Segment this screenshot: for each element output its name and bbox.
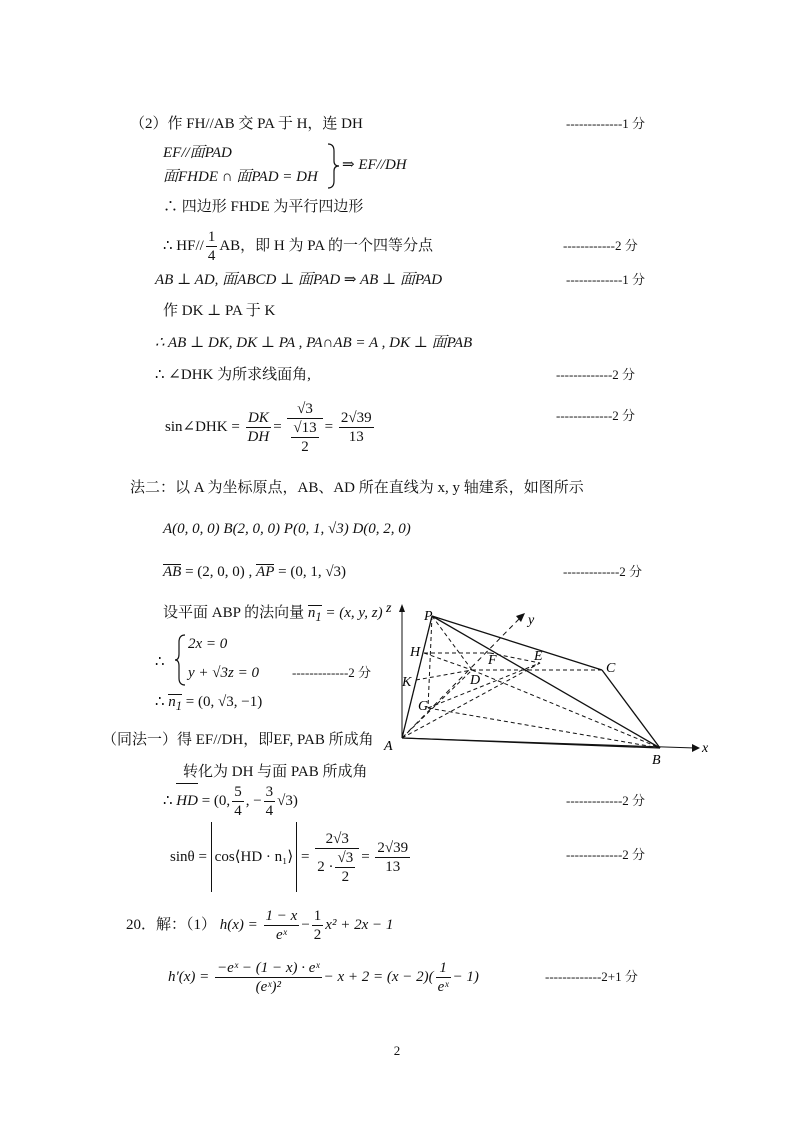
hd-vector (163, 781, 298, 821)
frac-den (315, 849, 359, 886)
frac-sqrt3 (287, 400, 322, 456)
frac-num: √3 (337, 849, 354, 866)
frac-den: DH (247, 429, 270, 446)
label-d: D (470, 673, 481, 688)
frac-result (339, 409, 374, 446)
frac-half (312, 907, 324, 944)
frac-num: 2√3 (315, 830, 359, 849)
frac-num: √3 (287, 400, 322, 419)
h-post: x² + 2x − 1 (325, 917, 394, 933)
frac-num: 1 (313, 908, 322, 925)
score-5: -------------1 分 (566, 272, 646, 287)
score-vec: -------------2 分 (563, 564, 643, 579)
frac-den: (eˣ)² (255, 979, 282, 996)
step-8: ∴ ∠DHK 为所求线面角, (155, 367, 311, 383)
label-g: G (418, 699, 429, 714)
vec-ab-val: = (2, 0, 0) , (185, 564, 253, 580)
sin-dhk: sin∠DHK = $\frac{DK}{DH}$ = $\frac{√3}{\frac{√13}{2}}$ = $\frac{2√39}{13}$ (165, 400, 372, 455)
frac-h1 (264, 907, 300, 944)
label-y: y (528, 613, 535, 628)
score-sin: -------------2 分 (556, 408, 636, 423)
score-8: -------------2 分 (556, 367, 636, 382)
same-method-1: （同法一）得 EF//DH，即EF, PAB 所成角 (102, 732, 374, 748)
therefore-sys: ∴ (155, 654, 165, 670)
frac-den: 4 (265, 803, 274, 820)
pyramid-figure (380, 598, 712, 770)
step-4-pre: ∴ HF// (163, 238, 204, 254)
score-4: ------------2 分 (563, 238, 638, 253)
frac-den: eˣ (275, 927, 287, 944)
brace-line-1: EF//面PAD (163, 145, 232, 161)
hd-val-a: = (0, (201, 793, 231, 809)
edge-pd (432, 616, 472, 670)
system-eq-2: y + √3z = 0 (188, 665, 259, 681)
edge-cb (602, 670, 660, 748)
score-1: -------------1 分 (566, 116, 646, 131)
frac-theta-2 (375, 839, 410, 876)
method2-intro: 法二：以 A 为坐标原点，AB、AD 所在直线为 x, y 轴建系，如图所示 (130, 480, 584, 496)
frac-den: 13 (348, 429, 364, 446)
frac-hp (215, 959, 322, 996)
q20-hprime (168, 955, 479, 999)
frac-num: √13 (293, 419, 317, 436)
score-sys: -------------2 分 (292, 665, 372, 680)
h-mid: − (301, 917, 310, 933)
step-4 (163, 226, 433, 266)
frac-num: 5 (234, 784, 242, 801)
step-7: ∴ AB ⊥ DK, DK ⊥ PA , PA∩AB = A , DK ⊥ 面PAB (155, 335, 473, 351)
hp-post: − 1) (452, 969, 479, 985)
step-1: （2）作 FH//AB 交 PA 于 H，连 DH (130, 116, 363, 132)
frac-den: 4 (234, 803, 242, 820)
frac-num: 3 (265, 784, 274, 801)
vec-n1: $n_1$ (308, 603, 322, 627)
hd-val-c: √3) (277, 793, 298, 809)
step-6: 作 DK ⊥ PA 于 K (163, 303, 276, 319)
vec-ap-val: = (0, 1, √3) (278, 564, 347, 580)
inner-frac (335, 849, 355, 886)
n1-pre: ∴ (155, 694, 165, 710)
q20-h (126, 905, 393, 945)
frac-num: 2√39 (340, 410, 372, 427)
normal-vector-def (163, 603, 383, 627)
sin-pre: sin∠DHK = (165, 419, 240, 435)
hd-pre: ∴ (163, 793, 173, 809)
h-pre: h(x) = (219, 917, 258, 933)
edge-pc (432, 616, 602, 670)
theta-pre: sinθ = (170, 849, 207, 865)
step-3: ∴ 四边形 FHDE 为平行四边形 (163, 199, 364, 215)
normal-pre: 设平面 ABP 的法向量 (163, 605, 305, 621)
label-b: B (652, 753, 661, 768)
sin-theta: sinθ = cos⟨HD · n₁⟩ = 2√3 2 · $\frac{√3}{2}$ = $\frac{2√39}{13}$ (170, 822, 412, 892)
step-5: AB ⊥ AD, 面ABCD ⊥ 面PAD ⇒ AB ⊥ 面PAD (155, 272, 443, 288)
frac-num: 1 − x (265, 908, 298, 925)
step-4-post: AB，即 H 为 PA 的一个四等分点 (219, 238, 433, 254)
frac-den: eˣ (437, 979, 449, 996)
n1-result (155, 692, 262, 716)
vec-n1-b: $n_1$ (168, 692, 182, 716)
label-z: z (386, 601, 392, 616)
z-arrow-icon (399, 604, 405, 612)
n1-val: = (0, √3, −1) (185, 694, 263, 710)
label-h: H (410, 645, 421, 660)
label-f: F (488, 653, 497, 668)
frac-den: 4 (207, 248, 216, 265)
brace-result: ⇒ EF//DH (342, 157, 407, 173)
vec-ap: AP (256, 564, 275, 580)
frac-dk-dh (246, 409, 272, 446)
line-hd (424, 653, 472, 670)
system-eq-1: 2x = 0 (188, 636, 228, 652)
frac-den: 2 (341, 868, 350, 885)
brace-line-2: 面FHDE ∩ 面PAD = DH (163, 169, 318, 185)
frac-1-ex (436, 959, 451, 996)
label-x: x (702, 741, 709, 756)
line-fe (490, 653, 540, 663)
x-arrow-icon (692, 744, 700, 752)
frac-5-4 (232, 783, 244, 820)
coordinates: A(0, 0, 0) B(2, 0, 0) P(0, 1, √3) D(0, 2, 0) (163, 521, 411, 537)
left-brace-icon (174, 634, 186, 686)
vec-hd: HD (176, 781, 198, 821)
hd-val-b: , − (245, 793, 262, 809)
abs-cos: cos⟨HD · n₁⟩ (211, 822, 298, 892)
den-pre: 2 · (317, 858, 334, 875)
frac-theta-1 (315, 830, 359, 886)
dashed-lines (402, 616, 660, 748)
frac-num: 1 (436, 959, 451, 978)
frac-num: 1 (207, 229, 216, 246)
inner-frac (291, 419, 318, 456)
score-hd: -------------2 分 (566, 793, 646, 808)
frac-num: −eˣ − (1 − x) · eˣ (217, 960, 320, 977)
frac-den: 2 (313, 927, 322, 944)
normal-val: = (x, y, z) (325, 605, 383, 621)
score-q20: -------------2+1 分 (545, 969, 638, 984)
label-a: A (384, 739, 393, 754)
same-method-2: 转化为 DH 与面 PAB 所成角 (183, 764, 368, 780)
edge-ab (402, 738, 660, 748)
hp-mid: − x + 2 = (x − 2)( (323, 969, 434, 985)
frac-num: DK (246, 409, 272, 428)
fraction-quarter (206, 228, 218, 265)
score-theta: -------------2 分 (566, 847, 646, 862)
frac-num: 2√39 (377, 840, 409, 857)
page-number: 2 (393, 1043, 401, 1058)
curly-brace-icon (326, 143, 340, 189)
frac-den: 2 (301, 438, 309, 455)
hp-pre: h′(x) = (168, 969, 210, 985)
vec-ab: AB (163, 564, 182, 580)
frac-den: 13 (385, 859, 401, 876)
label-e: E (534, 649, 543, 664)
frac-3-4 (264, 783, 276, 820)
vectors-ab-ap (163, 562, 346, 582)
n-letter: n (307, 605, 316, 621)
q20-label: 20．解：（1） (126, 917, 217, 933)
label-p: P (424, 609, 433, 624)
label-k: K (402, 675, 412, 690)
frac-den (287, 419, 322, 456)
label-c: C (606, 661, 616, 676)
